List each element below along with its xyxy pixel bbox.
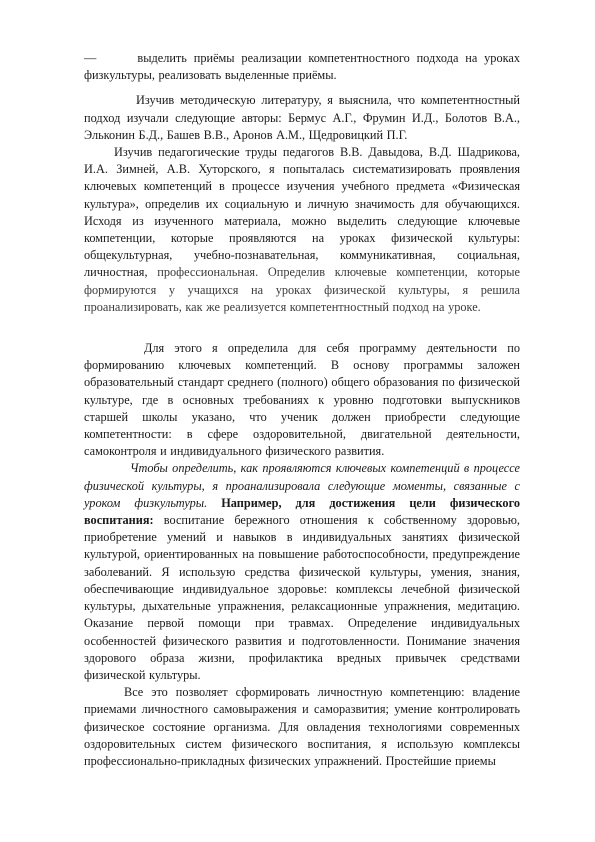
document-page: [84, 50, 520, 770]
analysis-bold-text: Например, для достижения цели физического воспитания:: [84, 495, 520, 528]
dash-marker: —: [84, 51, 97, 65]
paragraph-gap: [84, 316, 520, 340]
paragraph-competencies: [84, 144, 520, 316]
paragraph-analysis: [84, 460, 520, 684]
analysis-italic-text: Чтобы определить, как проявляются ключевых компетенций в процессе физической культуры, я проанализировала следующие моменты, связанные с уроком физкультуры.: [84, 461, 520, 510]
competencies-text: Изучив педагогические труды педагогов В.В. Давыдова, В.Д. Шадрикова, И.А. Зимней, А.В. Хуторского, я попыталась систематизировать проявления ключевых компетенций в процессе изучения учебного предмета «Физическая культура», определив их социальную и личную значимость для обучающихся. Исходя из изученного материала, можно выделить следующие ключевые компетенции, которые проявляются на уроках физической культуры: общекультурная, учебно-познавательная, коммуникативная, социальная, личностная,: [84, 145, 520, 280]
paragraph-personal-competence: Все это позволяет сформировать личностную компетенцию: владение приемами личностного самовыражения и саморазвития; умение контролировать физическое состояние организма. Для овладения технологиями современных оздоровительных систем физического воспитания, я использую комплексы профессионально-прикладных физических упражнений. Простейшие приемы: [84, 685, 520, 768]
paragraph-authors: Изучив методическую литературу, я выяснила, что компетентностный подход изучали следующие авторы: Бермус А.Г., Фрумин И.Д., Болотов В.А., Эльконин Б.Д., Башев В.В., Аронов А.М., Щедровицкий П.Г.: [84, 93, 520, 142]
analysis-rest-text: воспитание бережного отношения к собственному здоровью, приобретение умений и навыков в индивидуальных занятиях физической культурой, ориентированных на повышение работоспособности, предупреждение заболеваний. Я использую средства физической культуры, умения, знания, обеспечивающие индивидуальное здоровье: комплексы лечебной физической культуры, дыхательные упражнения, релаксационные упражнения, медитацию. Оказание первой помощи при травмах. Определение индивидуальных особенностей физического развития и подготовленности. Понимание значения здорового образа жизни, профилактика вредных привычек средствами физической культуры.: [84, 513, 520, 682]
competencies-text-faded: профессиональная. Определив ключевые компетенции, которые формируются у учащихся на уроках физической культуры, я решила проанализировать, как же реализуется компетентностный подход на уроке.: [84, 265, 520, 314]
paragraph-program: Для этого я определила для себя программу деятельности по формированию ключевых компетенций. В основу программы заложен образовательный стандарт среднего (полного) общего образования по физической культуре, где в основных требованиях к уровню подготовки выпускников старшей школы указано, что ученик должен приобрести следующие компетентности: в сфере оздоровительной, двигательной деятельности, самоконтроля и индивидуального физического развития.: [84, 341, 520, 459]
goal-text: выделить приёмы реализации компетентностного подхода на уроках физкультуры, реализовать выделенные приёмы.: [84, 51, 520, 83]
paragraph-goal: [84, 50, 520, 84]
